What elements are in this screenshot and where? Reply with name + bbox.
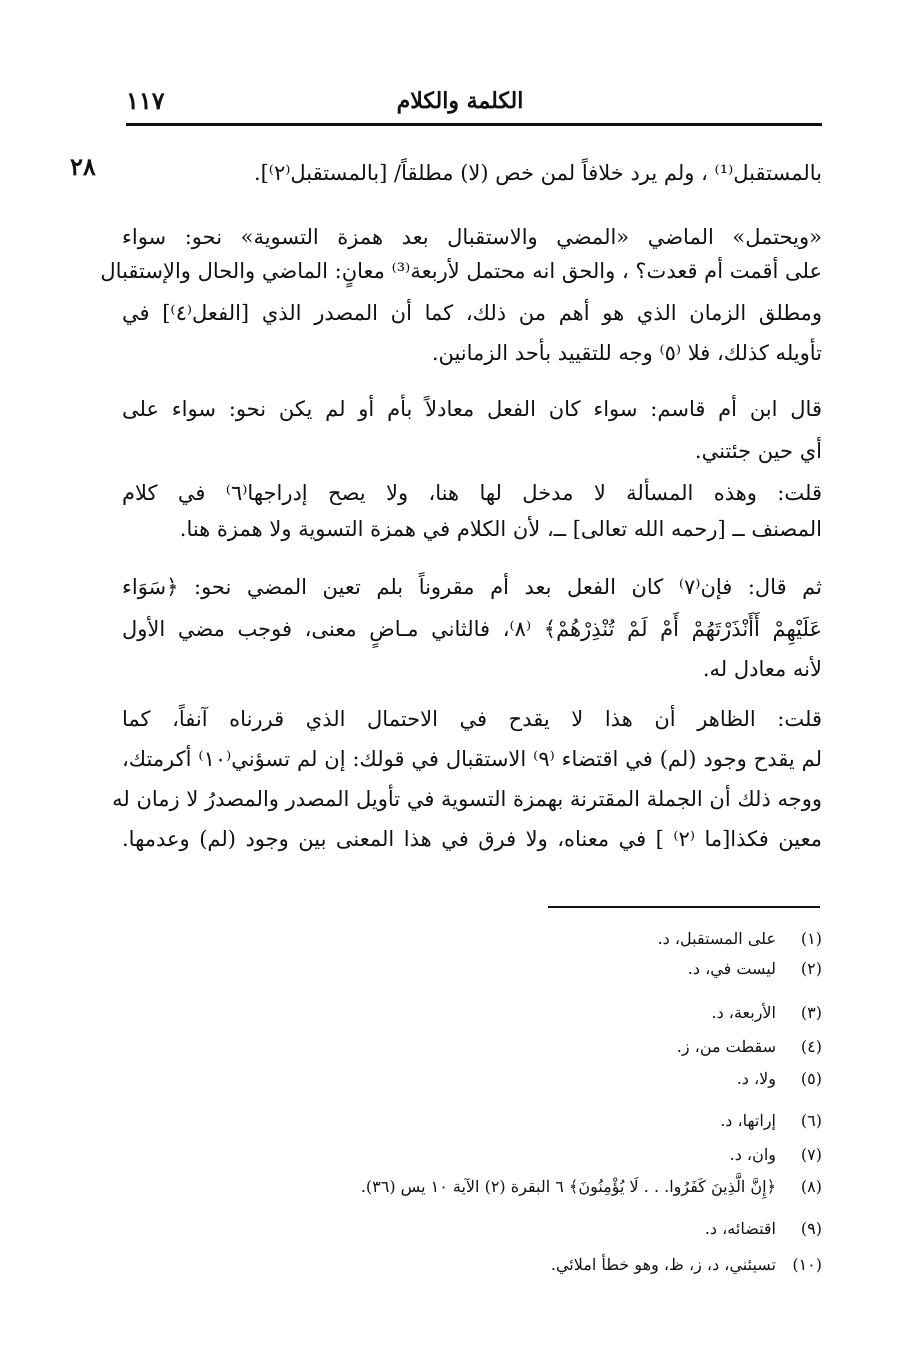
footnote [711, 1002, 822, 1024]
margin-folio-number: ٢٨ [70, 152, 96, 181]
footnote-text: الأربعة، د. [711, 1003, 776, 1022]
footnote-number: (٨) [800, 1177, 822, 1196]
footnote [688, 958, 822, 980]
text-line: تأويله كذلك، فلا ⁽٥⁾ وجه للتقييد بأحد الزمانين. [431, 341, 822, 365]
footnote-number: (٢) [800, 959, 822, 978]
footnote-number: (٩) [800, 1219, 822, 1238]
text-line: على أقمت أم قعدت؟ ، والحق انه محتمل لأربعة⁽³⁾ معانٍ: الماضي والحال والإستقبال [100, 259, 822, 283]
footnote-number: (١) [800, 929, 822, 948]
footnote-text: ليست في، د. [687, 959, 776, 978]
footnote-number: (٥) [800, 1069, 822, 1088]
footnote-number: (٤) [800, 1037, 822, 1056]
text-line: ووجه ذلك أن الجملة المقترنة بهمزة التسوية في تأويل المصدر والمصدرُ لا زمان له [112, 787, 822, 811]
header-divider [126, 123, 822, 126]
footnote [361, 1176, 822, 1198]
footnote-text: تسيئني، د، ز، ظ، وهو خطأ املائي. [550, 1255, 776, 1274]
footnote [737, 1068, 822, 1090]
text-line: بالمستقبل⁽¹⁾ ، ولم يرد خلافاً لمن خص (لا) مطلقاً/ [بالمستقبل⁽٢⁾]. [253, 161, 822, 185]
footnote [720, 1110, 822, 1132]
text-line: قال ابن أم قاسم: سواء كان الفعل معادلاً بأم أو لم يكن نحو: سواء على [122, 397, 822, 421]
footnote [551, 1254, 822, 1276]
footnote [730, 1144, 822, 1166]
footnote-number: (٣) [800, 1003, 822, 1022]
text-line: أي حين جئتني. [694, 439, 822, 463]
text-line: ثم قال: فإن⁽٧⁾ كان الفعل بعد أم مقروناً بلم تعين المضي نحو: ﴿سَوَاء [122, 575, 822, 599]
footnote-text: إراتها، د. [720, 1111, 776, 1130]
text-line: لم يقدح وجود (لم) في اقتضاء ⁽٩⁾ الاستقبال في قولك: إن لم تسؤني⁽١٠⁾ أكرمتك، [122, 747, 822, 771]
footnote-text: وان، د. [729, 1145, 776, 1164]
footnote-text: ولا، د. [736, 1069, 776, 1088]
text-line: قلت: وهذه المسألة لا مدخل لها هنا، ولا يصح إدراجها⁽٦⁾ في كلام [122, 481, 822, 505]
text-line: عَلَيْهِمْ أَأَنْذَرْتَهُمْ أَمْ لَمْ تُنْذِرْهُمْ﴾ ⁽٨⁾، فالثاني مـاضٍ معنى، فوجب مضي الأول [122, 617, 822, 641]
footnote-text: على المستقبل، د. [657, 929, 776, 948]
text-line: معين فكذا[ما ⁽٢⁾ ] في معناه، ولا فرق في هذا المعنى بين وجود (لم) وعدمها. [122, 827, 822, 851]
footnote-number: (١٠) [792, 1255, 822, 1274]
text-line: «ويحتمل» الماضي «المضي والاستقبال بعد همزة التسوية» نحو: سواء [122, 225, 822, 249]
footnote-text: ﴿إِنَّ الَّذِينَ كَفَرُوا. . . لَا يُؤْمِنُونَ﴾ ٦ البقرة (٢) الآية ١٠ يس (٣٦). [360, 1177, 776, 1196]
text-line: لأنه معادل له. [702, 657, 822, 681]
footnote-text: سقطت من، ز. [676, 1037, 776, 1056]
footnote [658, 928, 822, 950]
footnote-number: (٦) [800, 1111, 822, 1130]
text-line: قلت: الظاهر أن هذا لا يقدح في الاحتمال الذي قررناه آنفاً، كما [122, 707, 822, 731]
running-header-title: الكلمة والكلام [396, 88, 524, 114]
footnote-number: (٧) [800, 1145, 822, 1164]
text-line: ومطلق الزمان الذي هو أهم من ذلك، كما أن المصدر الذي [الفعل⁽٤⁾] في [122, 301, 822, 325]
footnote [705, 1218, 822, 1240]
footnote-text: اقتضائه، د. [704, 1219, 776, 1238]
footnote [677, 1036, 822, 1058]
page-number: ١١٧ [126, 86, 165, 115]
footnote-divider [548, 906, 820, 908]
text-line: المصنف ــ [رحمه الله تعالى] ــ، لأن الكلام في همزة التسوية ولا همزة هنا. [179, 517, 822, 541]
